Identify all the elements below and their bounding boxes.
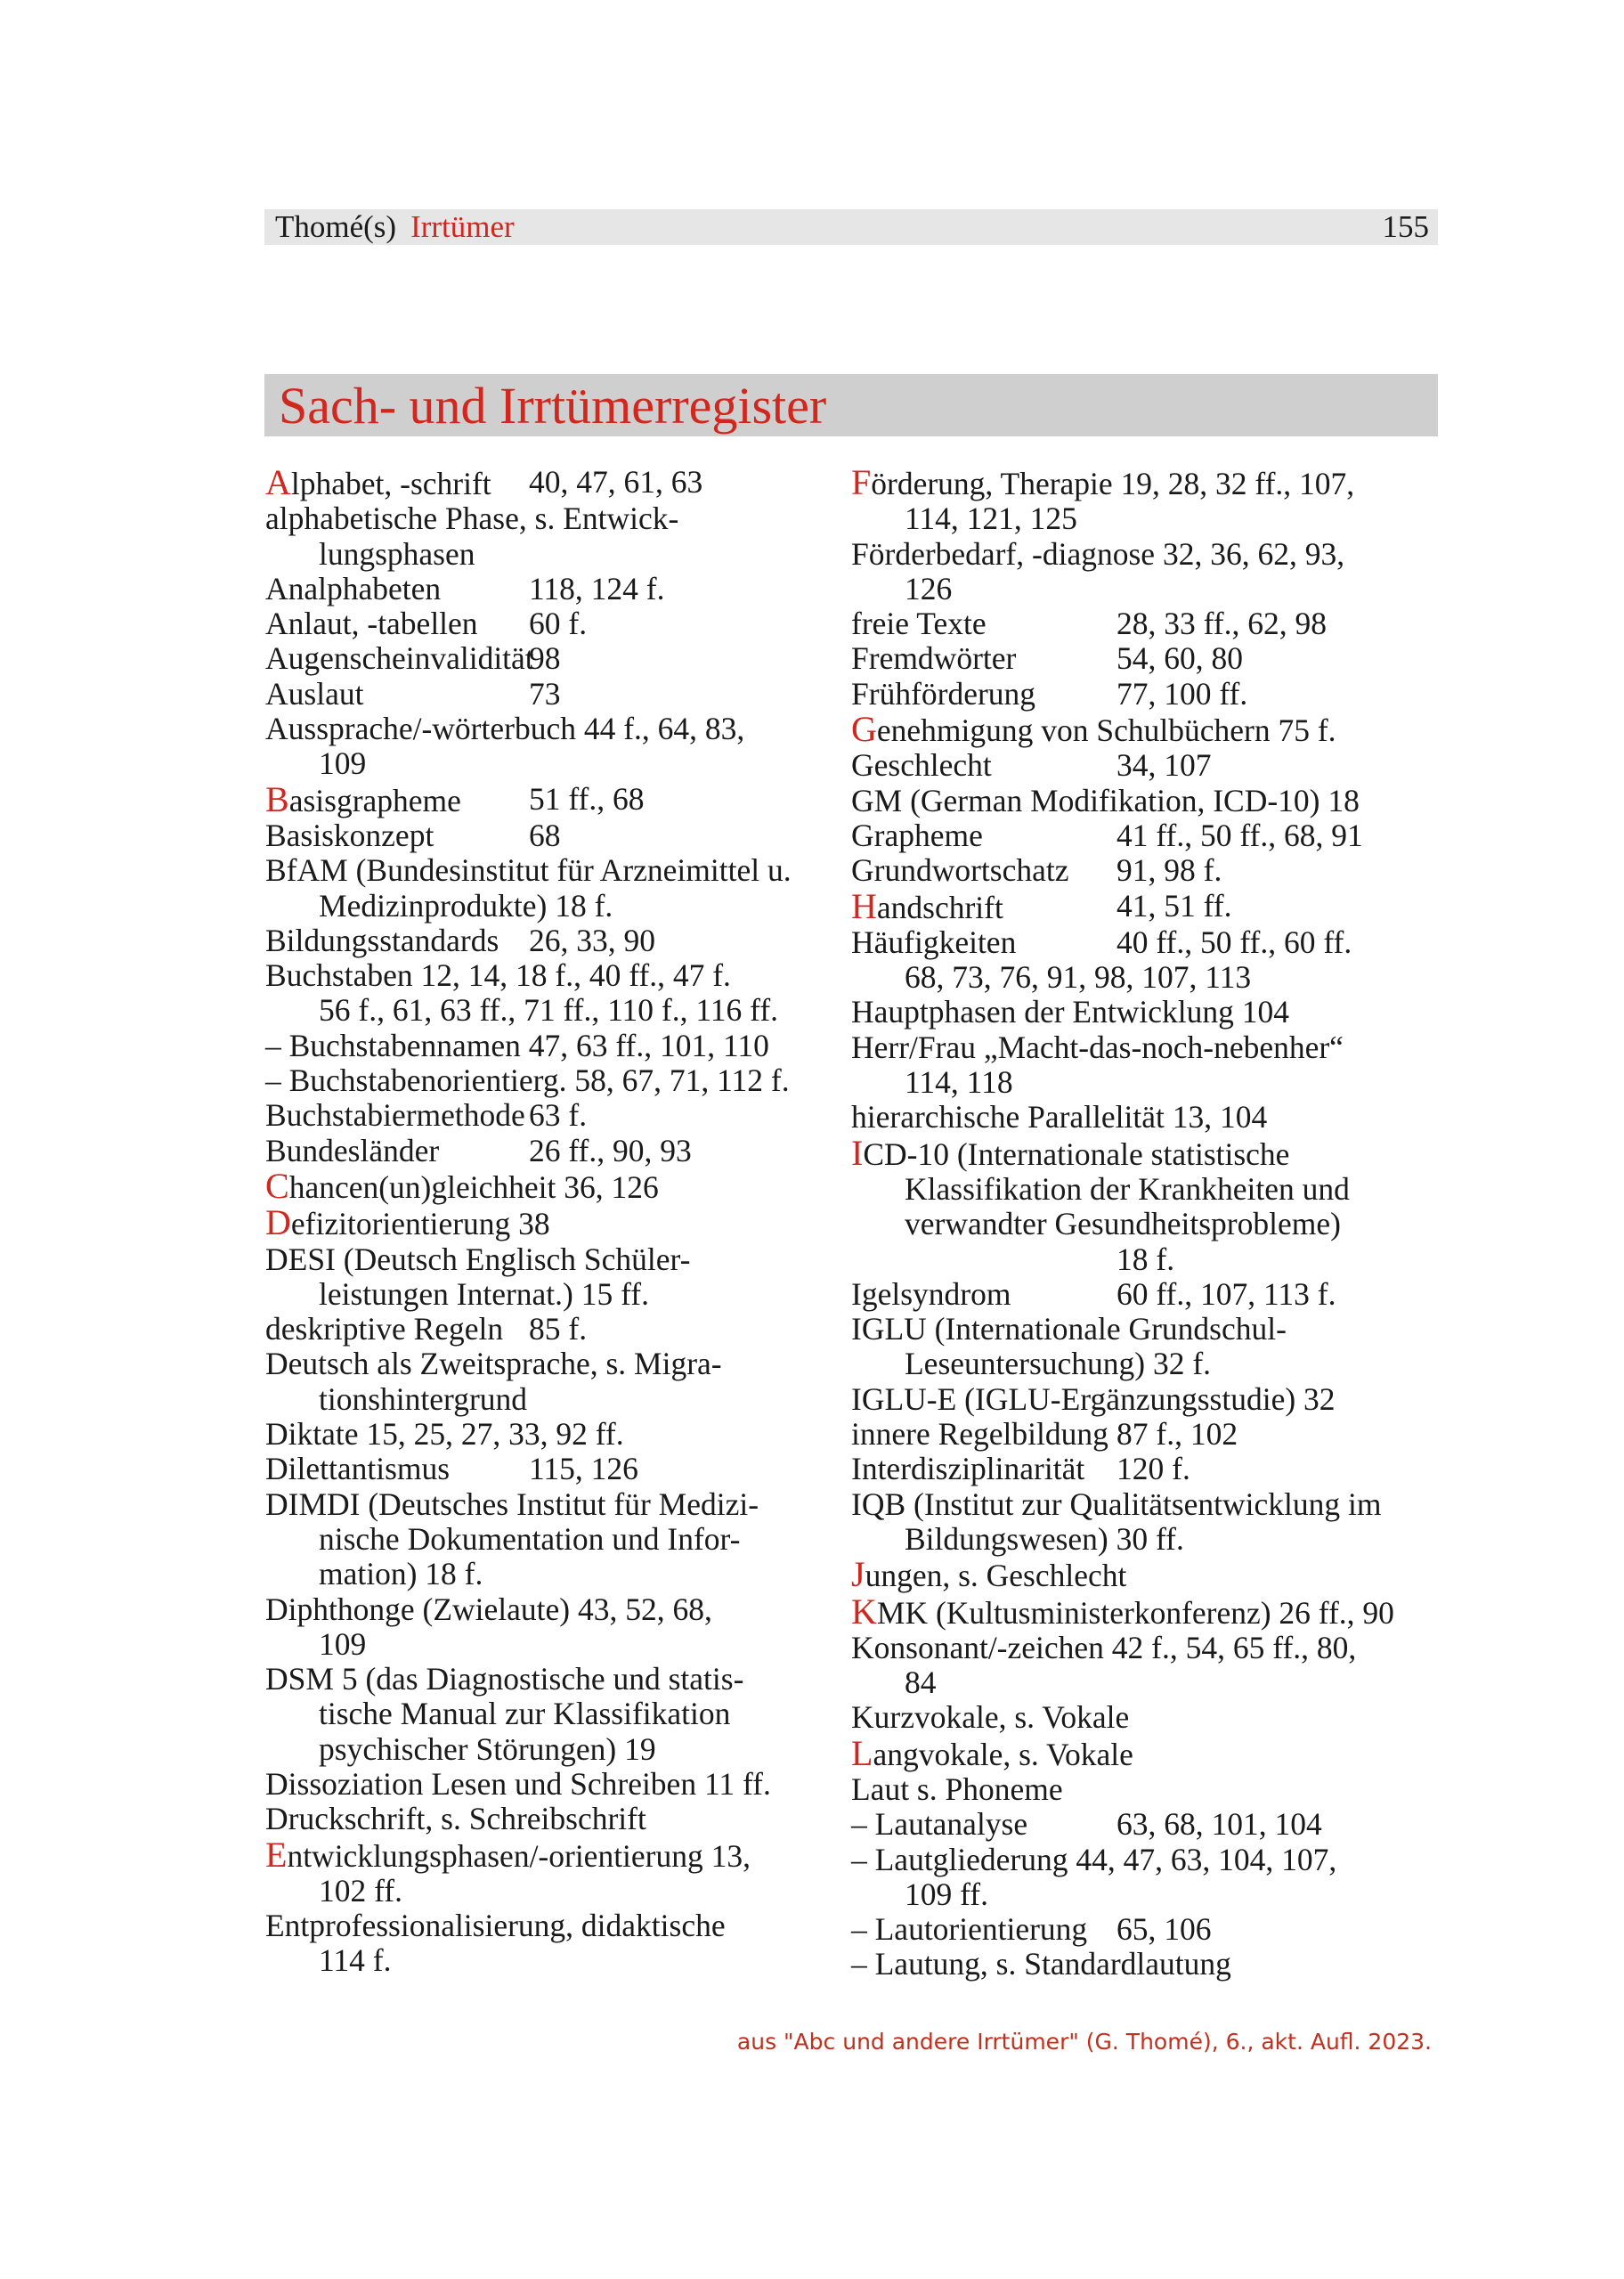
index-pages: 118, 124 f. <box>529 570 665 606</box>
index-term: Aussprache/-wörterbuch 44 f., 64, 83, <box>265 711 745 747</box>
index-term: Grapheme <box>851 817 983 853</box>
index-entry <box>265 1417 844 1452</box>
index-entry-continuation: Klassifikation der Krankheiten und <box>905 1170 1350 1207</box>
index-term: ungen, s. Geschlecht <box>865 1558 1127 1594</box>
index-entry <box>265 1834 844 1875</box>
index-letter-initial: K <box>851 1591 877 1632</box>
index-pages: 40 ff., 50 ff., 60 ff. <box>1116 924 1352 960</box>
index-term: enehmigung von Schulbüchern 75 f. <box>876 712 1336 749</box>
index-column-left <box>265 462 844 1979</box>
index-entry-continuation: 126 <box>905 570 953 606</box>
source-footer: aus "Abc und andere Irrtümer" (G. Thomé), 6., akt. Aufl. 2023. <box>736 2029 1432 2055</box>
index-pages: 54, 60, 80 <box>1116 640 1243 677</box>
index-entry <box>851 1700 1439 1735</box>
index-term: deskriptive Regeln <box>265 1311 504 1347</box>
index-term: Auslaut <box>265 675 364 712</box>
index-letter-initial: B <box>265 778 289 819</box>
index-entry <box>851 1807 1439 1842</box>
index-term: Diktate 15, 25, 27, 33, 92 ff. <box>265 1416 624 1453</box>
index-pages: 40, 47, 61, 63 <box>529 464 703 500</box>
index-entry <box>265 778 844 819</box>
index-pages: 115, 126 <box>529 1451 638 1487</box>
index-entry <box>265 1347 844 1381</box>
index-term: Kurzvokale, s. Vokale <box>851 1699 1130 1736</box>
index-term: Basiskonzept <box>265 817 434 853</box>
index-entry <box>851 1487 1439 1522</box>
index-term: Entprofessionalisierung, didaktische <box>265 1908 726 1944</box>
index-term: MK (Kultusministerkonferenz) 26 ff., 90 <box>876 1594 1394 1631</box>
index-entry <box>265 1767 844 1802</box>
index-column-right <box>851 462 1439 1982</box>
index-term: Frühförderung <box>851 675 1036 712</box>
index-term: – Lautung, s. Standardlautung <box>851 1946 1231 1982</box>
index-term: IGLU-E (IGLU-Ergänzungsstudie) 32 <box>851 1380 1336 1417</box>
index-entry <box>851 885 1439 926</box>
index-entry <box>851 1132 1439 1173</box>
index-entry-continuation: 109 ff. <box>905 1876 989 1912</box>
index-entry <box>265 1662 844 1697</box>
index-entry <box>265 501 844 536</box>
index-term: alphabetische Phase, s. Entwick- <box>265 501 679 537</box>
index-entry <box>265 1063 844 1098</box>
index-term: asisgrapheme <box>288 782 461 818</box>
index-term: Herr/Frau „Macht-das-noch-nebenher“ <box>851 1029 1344 1065</box>
index-term: CD-10 (Internationale statistische <box>863 1135 1290 1172</box>
index-pages: 41, 51 ff. <box>1116 887 1232 924</box>
index-entry-continuation: leistungen Internat.) 15 ff. <box>319 1275 649 1312</box>
index-entry-continuation: 114, 121, 125 <box>905 501 1077 537</box>
index-entry-continuation: 84 <box>905 1664 937 1701</box>
index-entry-continuation: 114, 118 <box>905 1064 1013 1101</box>
index-entry <box>851 925 1439 960</box>
index-entry-continuation: 114 f. <box>319 1942 392 1979</box>
chapter-title: Sach- und Irrtümerregister <box>279 377 827 435</box>
index-term: Hauptphasen der Entwicklung 104 <box>851 994 1289 1030</box>
index-entry <box>851 1631 1439 1665</box>
index-term: Dissoziation Lesen und Schreiben 11 ff. <box>265 1765 771 1802</box>
index-letter-initial: L <box>851 1732 873 1773</box>
running-header-title <box>275 209 515 245</box>
index-letter-initial: I <box>851 1132 864 1173</box>
index-entry <box>851 537 1439 572</box>
index-entry-continuation: 109 <box>319 1625 367 1662</box>
index-entry <box>851 1947 1439 1982</box>
index-term: Augenscheinvalidität <box>265 640 534 677</box>
index-term: efizitorientierung 38 <box>290 1206 550 1242</box>
index-entry-continuation <box>851 1242 1439 1277</box>
index-entry <box>851 1312 1439 1347</box>
index-entry <box>851 1452 1439 1486</box>
index-term: Bildungsstandards <box>265 922 499 958</box>
index-entry: Basiskonzept 68 <box>265 817 561 853</box>
index-entry <box>265 1802 844 1836</box>
index-entry-continuation: 56 f., 61, 63 ff., 71 ff., 110 f., 116 ff. <box>319 992 779 1029</box>
index-letter-initial: G <box>851 709 877 750</box>
index-term: andschrift <box>876 889 1003 925</box>
index-term: DESI (Deutsch Englisch Schüler- <box>265 1241 691 1277</box>
index-pages: 63, 68, 101, 104 <box>1116 1806 1322 1843</box>
index-term: Analphabeten <box>265 570 442 606</box>
index-pages: 51 ff., 68 <box>529 780 645 817</box>
index-pages: 18 f. <box>1116 1241 1175 1277</box>
index-entry <box>851 1843 1439 1877</box>
index-entry <box>851 818 1439 853</box>
index-entry <box>851 606 1439 641</box>
index-pages: 87 f., 102 <box>1116 1416 1238 1453</box>
index-entry <box>265 1312 844 1347</box>
index-term: Dilettantismus <box>265 1451 451 1487</box>
index-pages: 91, 98 f. <box>1116 852 1222 889</box>
index-entry <box>851 995 1439 1030</box>
index-entry <box>265 1242 844 1277</box>
index-entry <box>851 709 1439 750</box>
index-term: – Lautorientierung <box>851 1911 1088 1948</box>
index-pages: 28, 33 ff., 62, 98 <box>1116 606 1328 642</box>
index-term: Fremdwörter <box>851 640 1017 677</box>
index-letter-initial: C <box>265 1165 289 1206</box>
index-entry <box>265 853 844 888</box>
index-pages: 60 f. <box>529 606 588 642</box>
index-term: Grundwortschatz <box>851 852 1069 889</box>
index-term: hancen(un)gleichheit 36, 126 <box>288 1168 659 1205</box>
index-entry <box>265 924 844 958</box>
index-entry-continuation: Bildungswesen) 30 ff. <box>905 1520 1184 1557</box>
index-entry <box>265 1452 844 1486</box>
index-entry-continuation: nische Dokumentation und Infor- <box>319 1520 741 1557</box>
index-term: Bundesländer <box>265 1132 440 1168</box>
index-entry <box>851 1554 1439 1595</box>
index-entry-continuation: 102 ff. <box>319 1872 403 1909</box>
index-term: Buchstabiermethode <box>265 1097 525 1134</box>
index-entry-continuation: tische Manual zur Klassifikation <box>319 1696 731 1732</box>
index-entry <box>851 1100 1439 1135</box>
index-letter-initial: F <box>851 462 872 502</box>
index-entry <box>265 1029 844 1063</box>
index-entry <box>265 572 844 606</box>
index-term: – Lautgliederung 44, 47, 63, 104, 107, <box>851 1841 1337 1877</box>
index-entry-continuation: psychischer Störungen) 19 <box>319 1730 656 1767</box>
index-entry <box>851 853 1439 888</box>
index-pages: 26 ff., 90, 93 <box>529 1132 692 1168</box>
index-entry <box>851 1277 1439 1312</box>
index-term: innere Regelbildung <box>851 1416 1108 1453</box>
index-term: Konsonant/-zeichen 42 f., 54, 65 ff., 80, <box>851 1629 1357 1665</box>
index-entry <box>265 1487 844 1522</box>
index-term: DIMDI (Deutsches Institut für Medizi- <box>265 1485 759 1522</box>
index-term: Geschlecht <box>851 747 992 784</box>
index-entry <box>265 1098 844 1133</box>
index-term: IGLU (Internationale Grundschul- <box>851 1311 1287 1347</box>
index-entry-continuation: lungsphasen <box>319 535 475 572</box>
index-term: – Buchstabenorientierg. 58, 67, 71, 112 f. <box>265 1062 790 1099</box>
index-entry: Auslaut 73 <box>265 675 561 712</box>
index-term: ntwicklungsphasen/-orientierung 13, <box>287 1837 751 1874</box>
index-term: – Lautanalyse <box>851 1806 1028 1843</box>
index-term: Druckschrift, s. Schreibschrift <box>265 1801 646 1837</box>
index-letter-initial: A <box>265 462 291 502</box>
index-term: – Buchstabennamen 47, 63 ff., 101, 110 <box>265 1027 769 1063</box>
index-entry <box>851 677 1439 712</box>
index-pages: 63 f. <box>529 1097 588 1134</box>
header-series: Irrtümer <box>410 209 515 244</box>
index-pages: 120 f. <box>1116 1451 1190 1487</box>
index-entry <box>265 712 844 746</box>
index-entry-continuation: mation) 18 f. <box>319 1556 483 1592</box>
index-term: IQB (Institut zur Qualitätsentwicklung im <box>851 1485 1382 1522</box>
index-entry <box>851 462 1439 502</box>
index-entry <box>851 641 1439 676</box>
index-term: Igelsyndrom <box>851 1275 1011 1312</box>
index-entry <box>851 1382 1439 1417</box>
index-entry-continuation: Medizinprodukte) 18 f. <box>319 887 613 924</box>
index-term: BfAM (Bundesinstitut für Arzneimittel u. <box>265 852 792 889</box>
index-entry-continuation: 68, 73, 76, 91, 98, 107, 113 <box>905 959 1252 996</box>
chapter-title-band <box>264 374 1438 436</box>
index-term: Deutsch als Zweitsprache, s. Migra- <box>265 1346 722 1382</box>
index-term: Diphthonge (Zwielaute) 43, 52, 68, <box>265 1591 712 1627</box>
index-pages: 41 ff., 50 ff., 68, 91 <box>1116 817 1363 853</box>
index-entry-continuation: Leseuntersuchung) 32 f. <box>905 1346 1212 1382</box>
index-pages: 85 f. <box>529 1311 588 1347</box>
index-term: GM (German Modifikation, ICD-10) 18 <box>851 782 1360 818</box>
index-entry <box>265 958 844 993</box>
index-entry <box>851 1772 1439 1807</box>
index-entry <box>265 1202 844 1243</box>
index-entry <box>265 462 844 502</box>
index-entry-continuation: tionshintergrund <box>319 1380 528 1417</box>
index-pages: 60 ff., 107, 113 f. <box>1116 1275 1336 1312</box>
index-entry: Augenscheinvalidität 98 <box>265 640 561 677</box>
index-entry-continuation: 109 <box>319 745 367 782</box>
index-term: hierarchische Parallelität 13, 104 <box>851 1099 1268 1135</box>
index-letter-initial: E <box>265 1834 288 1875</box>
index-pages: 34, 107 <box>1116 747 1212 784</box>
index-entry <box>851 1912 1439 1947</box>
index-term: Förderbedarf, -diagnose 32, 36, 62, 93, <box>851 535 1345 572</box>
index-term: Laut s. Phoneme <box>851 1770 1063 1807</box>
index-letter-initial: J <box>851 1554 865 1595</box>
index-term: Interdisziplinarität <box>851 1451 1085 1487</box>
index-pages: 65, 106 <box>1116 1911 1212 1948</box>
index-letter-initial: D <box>265 1202 291 1243</box>
index-entry <box>851 1030 1439 1065</box>
running-header <box>264 209 1438 245</box>
index-term: Häufigkeiten <box>851 924 1017 960</box>
index-entry <box>265 1134 844 1168</box>
index-entry <box>265 606 844 641</box>
index-pages: 77, 100 ff. <box>1116 675 1248 712</box>
index-term: örderung, Therapie 19, 28, 32 ff., 107, <box>871 466 1355 501</box>
index-term: DSM 5 (das Diagnostische und statis- <box>265 1661 744 1697</box>
index-entry <box>265 1592 844 1627</box>
index-term: lphabet, -schrift <box>290 466 491 501</box>
index-entry <box>265 1165 844 1206</box>
index-entry <box>851 1732 1439 1773</box>
index-term: Buchstaben 12, 14, 18 f., 40 ff., 47 f. <box>265 957 731 994</box>
index-pages: 26, 33, 90 <box>529 922 655 958</box>
index-entry <box>851 1417 1439 1452</box>
index-term: freie Texte <box>851 606 987 642</box>
page-number: 155 <box>1382 209 1429 244</box>
header-author: Thomé(s) <box>275 209 397 244</box>
index-entry <box>851 1591 1439 1632</box>
index-term: Anlaut, -tabellen <box>265 606 478 642</box>
index-entry <box>851 748 1439 783</box>
index-entry <box>265 1909 844 1943</box>
index-term: angvokale, s. Vokale <box>873 1736 1133 1772</box>
index-entry <box>851 784 1439 818</box>
index-entry-continuation: verwandter Gesundheitsprobleme) <box>905 1206 1341 1242</box>
index-letter-initial: H <box>851 885 877 926</box>
